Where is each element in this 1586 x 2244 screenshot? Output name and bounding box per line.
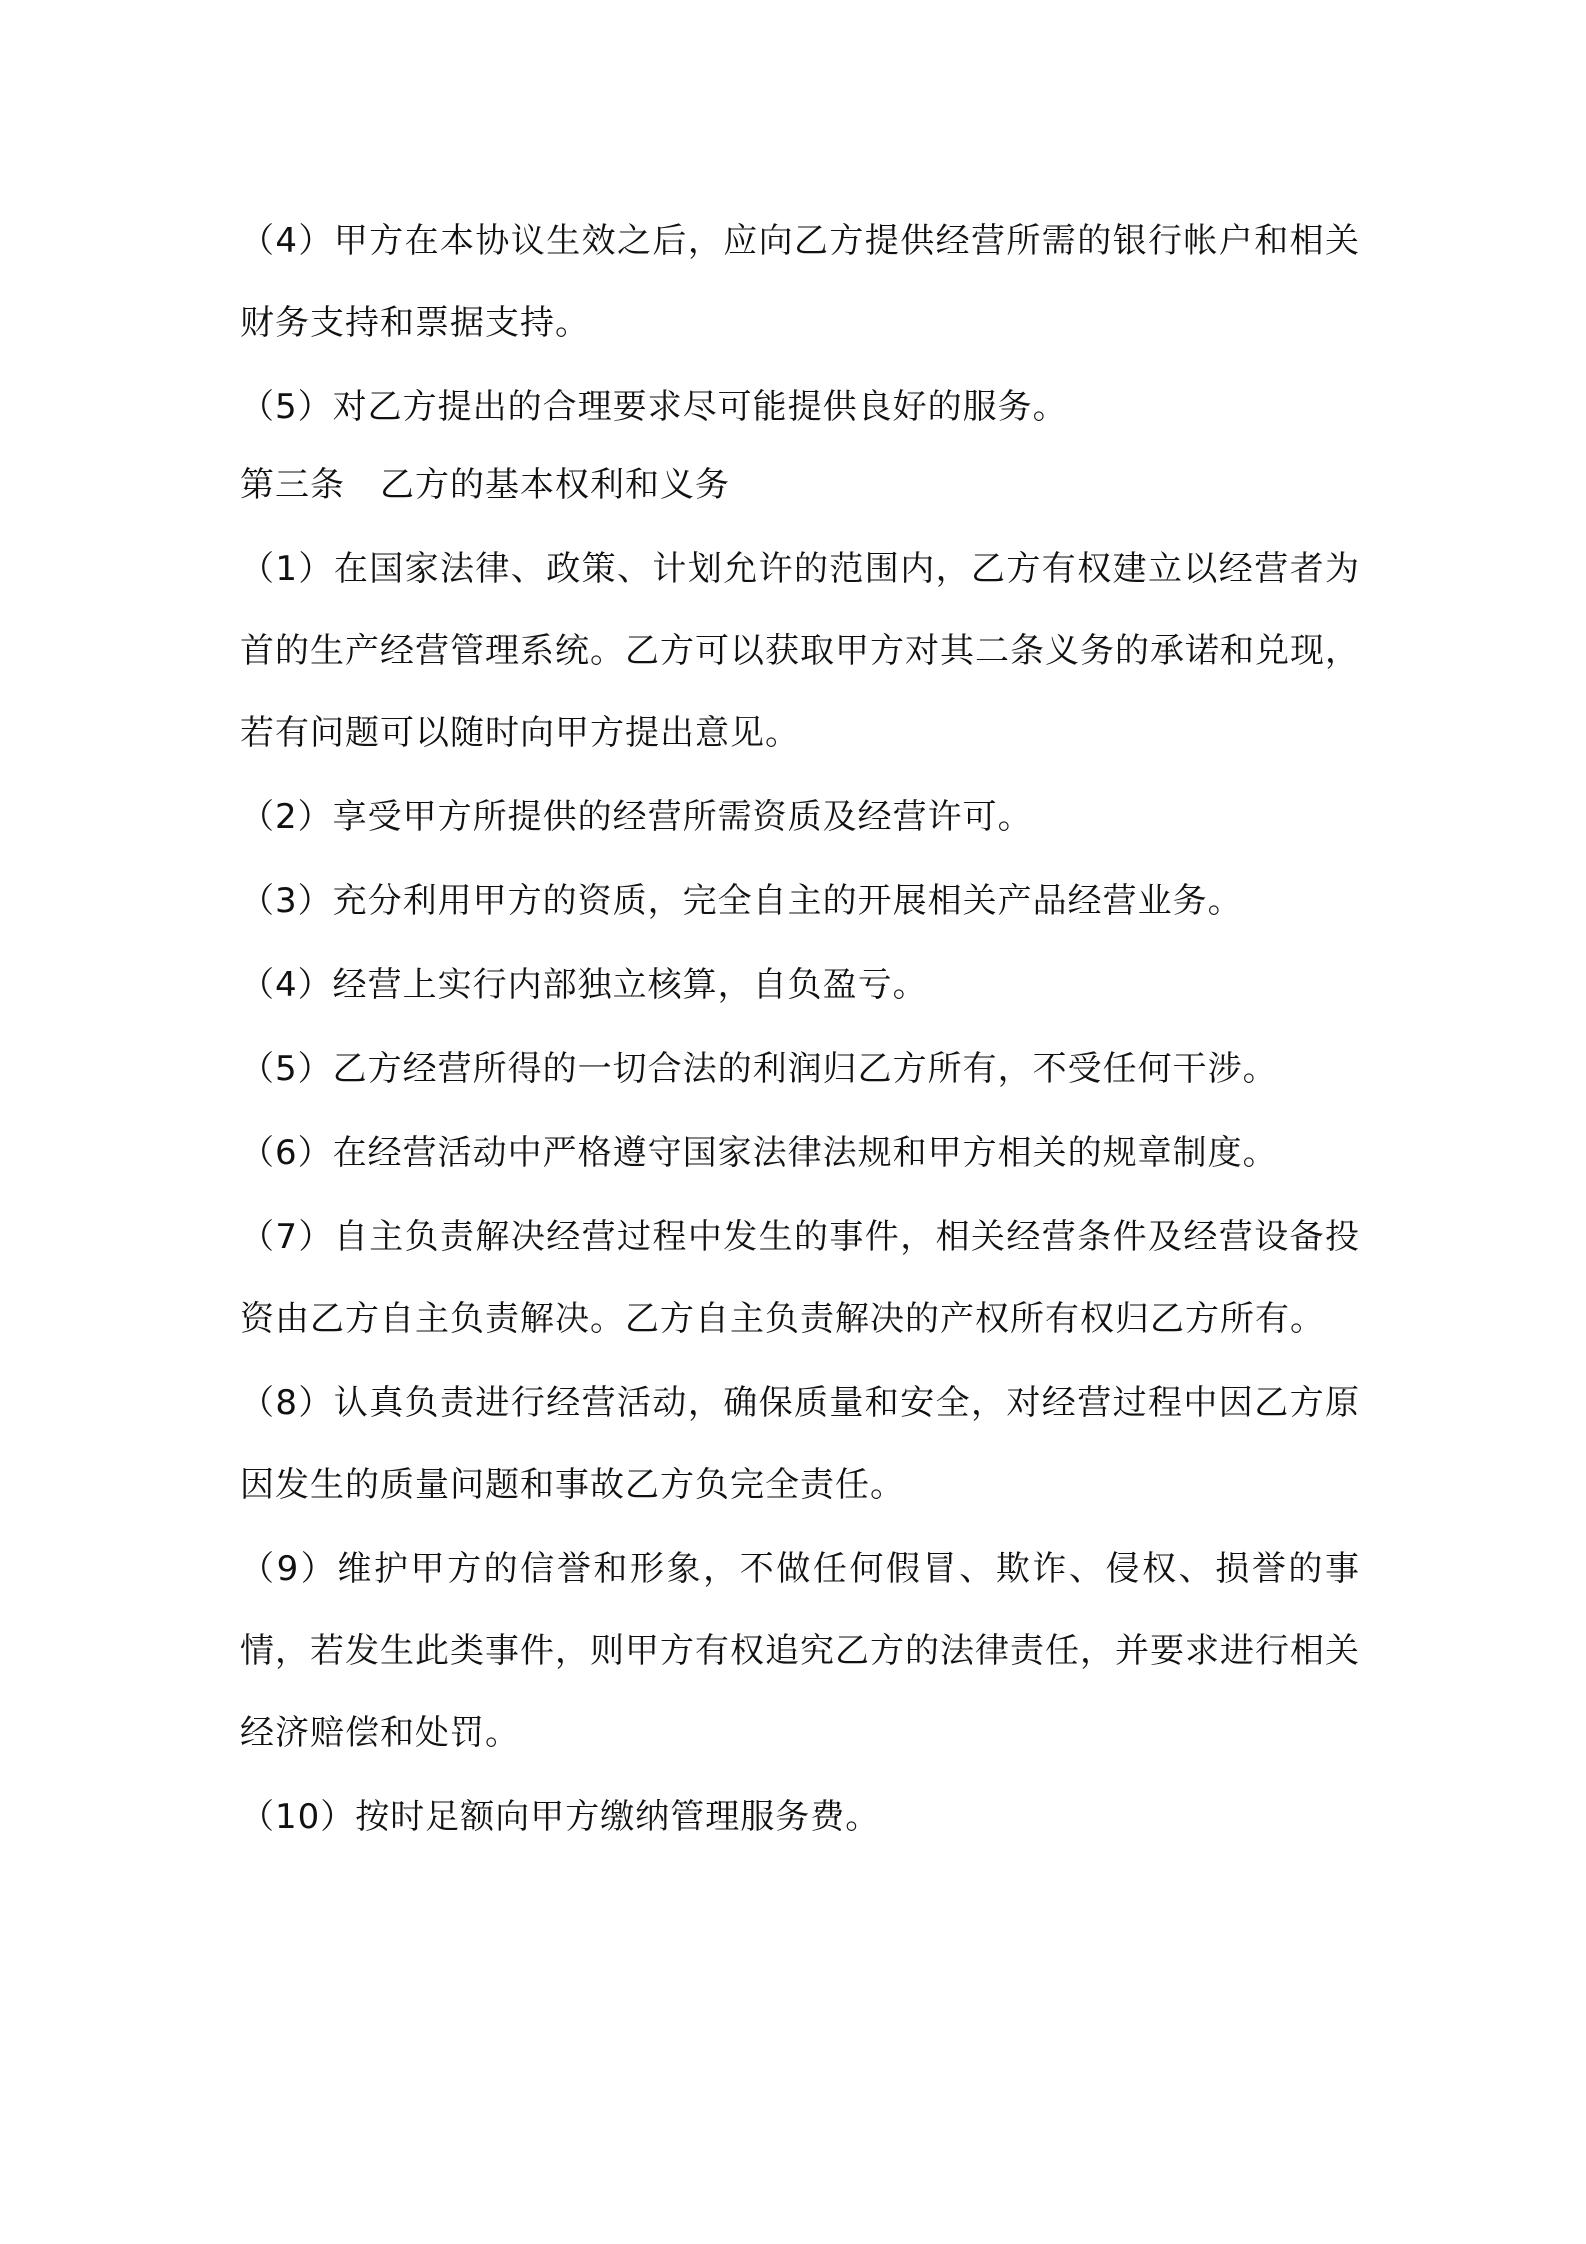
clause-b-item-9: （9）维护甲方的信誉和形象，不做任何假冒、欺诈、侵权、损誉的事情，若发生此类事件，则甲方有权追究乙方的法律责任，并要求进行相关经济赔偿和处罚。	[240, 1549, 1360, 1753]
clause-b-item-1: （1）在国家法律、政策、计划允许的范围内，乙方有权建立以经营者为首的生产经营管理系统。乙方可以获取甲方对其二条义务的承诺和兑现，若有问题可以随时向甲方提出意见。	[240, 549, 1360, 753]
clause-a-item-4: （4）甲方在本协议生效之后，应向乙方提供经营所需的银行帐户和相关财务支持和票据支持。	[240, 221, 1360, 343]
clause-b-item-4: （4）经营上实行内部独立核算，自负盈亏。	[240, 965, 928, 1005]
clause-b-item-10: （10）按时足额向甲方缴纳管理服务费。	[240, 1797, 881, 1837]
clause-b-item-3: （3）充分利用甲方的资质，完全自主的开展相关产品经营业务。	[240, 881, 1243, 921]
document-page	[240, 200, 1360, 1860]
clause-b-item-5: （5）乙方经营所得的一切合法的利润归乙方所有，不受任何干涉。	[240, 1049, 1278, 1089]
clause-a-item-5: （5）对乙方提出的合理要求尽可能提供良好的服务。	[240, 387, 1068, 427]
clause-b-item-7: （7）自主负责解决经营过程中发生的事件，相关经营条件及经营设备投资由乙方自主负责解决。乙方自主负责解决的产权所有权归乙方所有。	[240, 1217, 1360, 1339]
section-heading-article-3: 第三条 乙方的基本权利和义务	[240, 465, 730, 505]
clause-b-item-2: （2）享受甲方所提供的经营所需资质及经营许可。	[240, 797, 1033, 837]
clause-b-item-8: （8）认真负责进行经营活动，确保质量和安全，对经营过程中因乙方原因发生的质量问题和事故乙方负完全责任。	[240, 1383, 1360, 1505]
clause-b-item-6: （6）在经营活动中严格遵守国家法律法规和甲方相关的规章制度。	[240, 1133, 1278, 1173]
